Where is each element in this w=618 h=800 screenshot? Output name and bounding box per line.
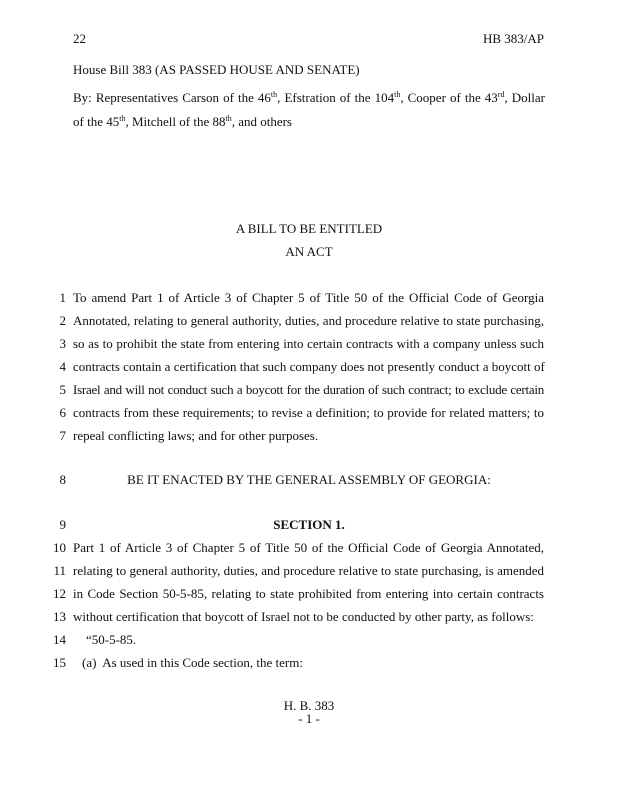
heading-an-act: AN ACT [285,244,333,259]
numbered-line [0,655,544,671]
footer-bill-number: H. B. 383 [283,698,335,713]
line-number: 15 [53,655,66,670]
numbered-line [0,586,544,602]
line-text: Annotated, relating to general authority, duties, and procedure relative to state purchasing, [73,313,544,328]
ordinal-suffix: th [270,90,278,99]
line-text: (a) As used in this Code section, the term: [82,655,303,670]
ordinal-suffix: rd [497,90,505,99]
numbered-line [0,428,544,444]
line-number: 10 [53,540,66,555]
sponsors [73,86,545,133]
footer-page-number: - 1 - [298,711,320,726]
numbered-line [0,540,544,556]
enacting-clause: BE IT ENACTED BY THE GENERAL ASSEMBLY OF GEORGIA: [127,472,491,487]
sponsors-text: , Dollar of the 45 [73,90,545,129]
line-text: relating to general authority, duties, and procedure relative to state purchasing, is amended [73,563,544,578]
numbered-line [0,382,544,398]
numbered-line [0,632,544,648]
line-number: 3 [59,336,66,351]
line-text: Israel and will not conduct such a boycott for the duration of such contract; to exclude certain [73,382,544,397]
line-number: 2 [59,313,66,328]
ordinal-suffix: th [394,90,401,99]
bill-title: House Bill 383 (AS PASSED HOUSE AND SENATE) [73,62,360,77]
sponsors-text: , Efstration of the 104 [277,90,395,105]
numbered-line [0,405,544,421]
numbered-line [0,359,544,375]
line-text: without certification that boycott of Israel not to be conducted by other party, as follows: [73,609,534,624]
sponsors-text: , and others [231,113,292,129]
numbered-line [0,472,544,488]
line-number: 5 [59,382,66,397]
line-text: contracts from these requirements; to revise a definition; to provide for related matters; to [73,405,544,420]
line-text: contracts contain a certification that such company does not presently conduct a boycott of [73,359,545,374]
line-number: 1 [59,290,66,305]
numbered-line [0,563,544,579]
sponsors-text: , Cooper of the 43 [400,90,498,105]
numbered-line [0,290,544,306]
line-number: 12 [53,586,66,601]
line-number: 6 [59,405,66,420]
header-line-number: 22 [73,31,86,46]
ordinal-suffix: th [119,113,126,123]
line-number: 14 [53,632,66,647]
line-number: 8 [59,472,66,487]
line-text: Part 1 of Article 3 of Chapter 5 of Title 50 of the Official Code of Georgia Annotated, [73,540,544,555]
ordinal-suffix: th [225,113,232,123]
sponsors-text: , Mitchell of the 88 [125,113,226,129]
line-number: 13 [53,609,66,624]
heading-bill-entitled: A BILL TO BE ENTITLED [235,221,383,236]
line-text: repeal conflicting laws; and for other purposes. [73,428,319,443]
sponsors-text: By: Representatives Carson of the 46 [73,90,271,105]
line-number: 4 [59,359,66,374]
header-bill-code: HB 383/AP [482,31,544,46]
section-heading: SECTION 1. [273,517,345,532]
line-number: 11 [53,563,66,578]
line-text: in Code Section 50-5-85, relating to state prohibited from entering into certain contracts [73,586,544,601]
code-section-number: “50-5-85. [86,632,137,647]
numbered-line [0,609,544,625]
line-number: 7 [59,428,66,443]
numbered-line [0,313,544,329]
numbered-line [0,336,544,352]
line-number: 9 [59,517,66,532]
numbered-line [0,517,544,533]
line-text: To amend Part 1 of Article 3 of Chapter 5 of Title 50 of the Official Code of Georgia [73,290,544,305]
line-text: so as to prohibit the state from entering into certain contracts with a company unless such [73,336,544,351]
